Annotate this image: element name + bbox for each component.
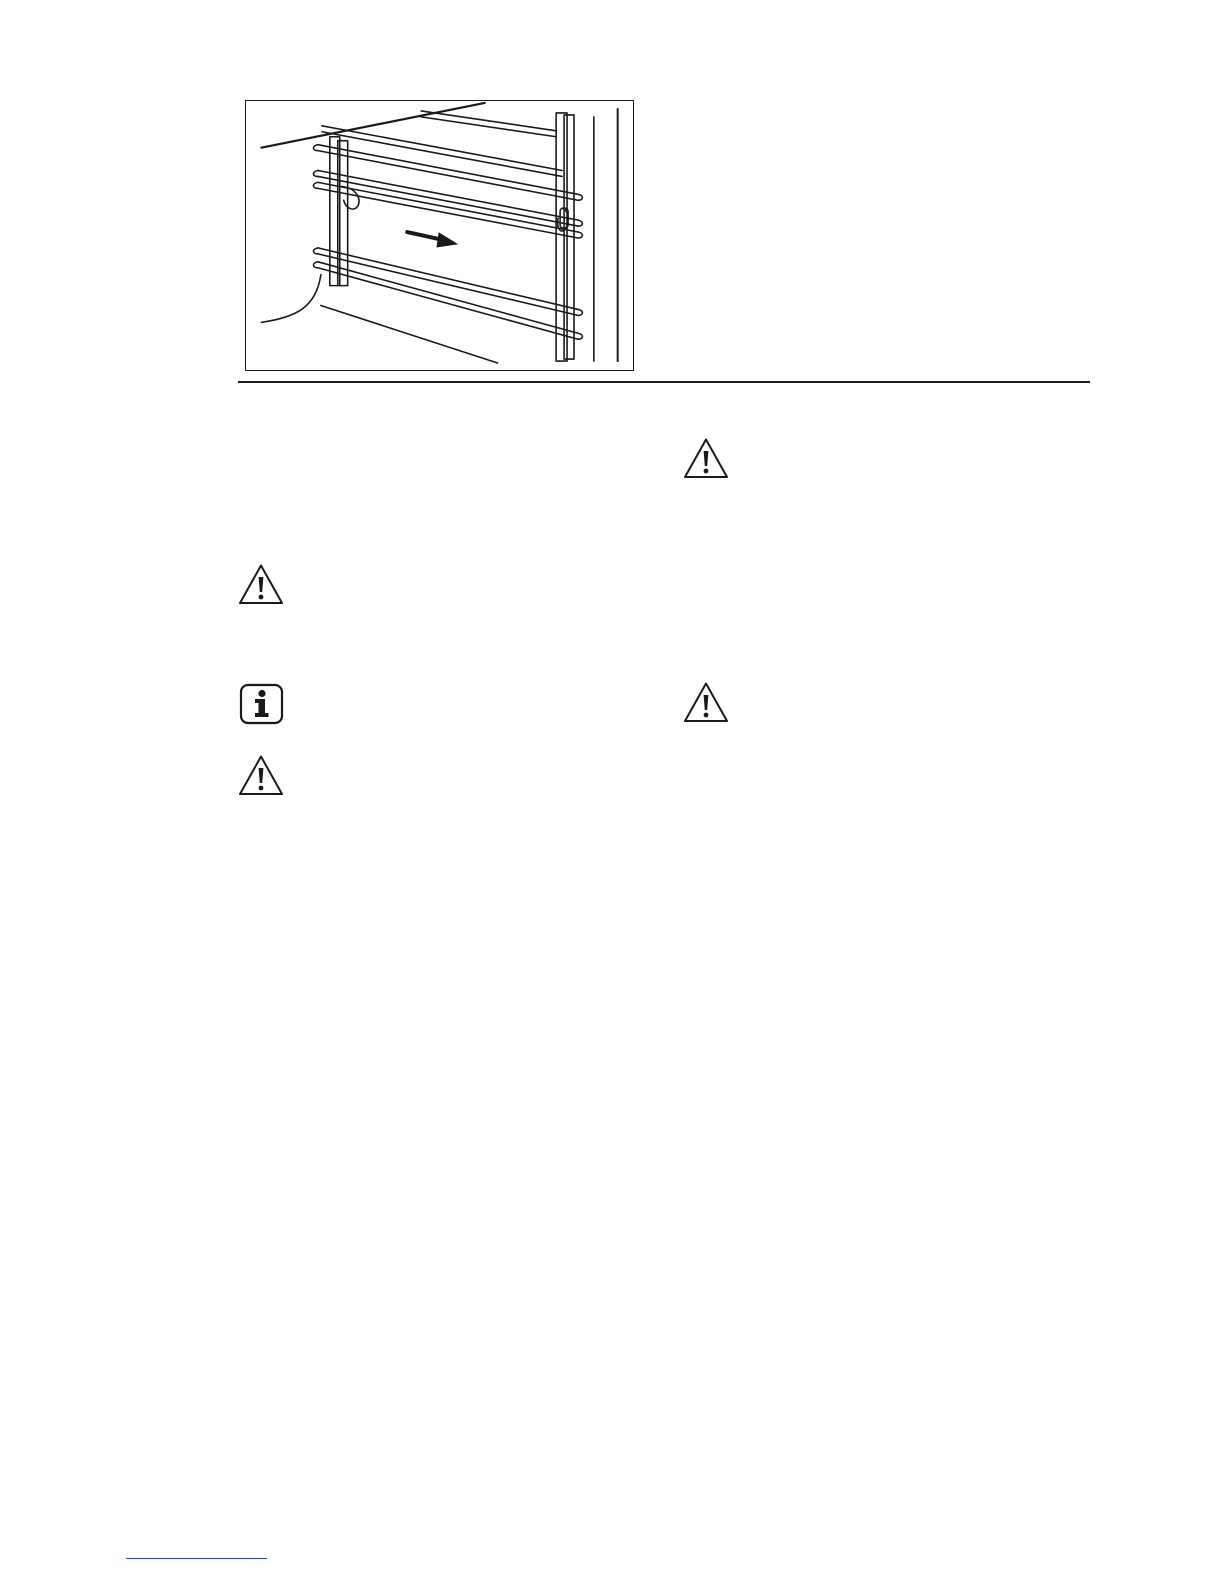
warning-triangle-icon <box>238 754 284 796</box>
warning-triangle-icon <box>683 437 729 479</box>
shelf-support-illustration <box>246 101 633 370</box>
section-divider <box>238 381 1090 383</box>
shelf-support-figure <box>245 100 634 371</box>
info-icon <box>239 683 284 725</box>
footer-link[interactable] <box>126 1558 267 1559</box>
warning-triangle-icon <box>683 681 729 723</box>
warning-triangle-icon <box>238 563 284 605</box>
